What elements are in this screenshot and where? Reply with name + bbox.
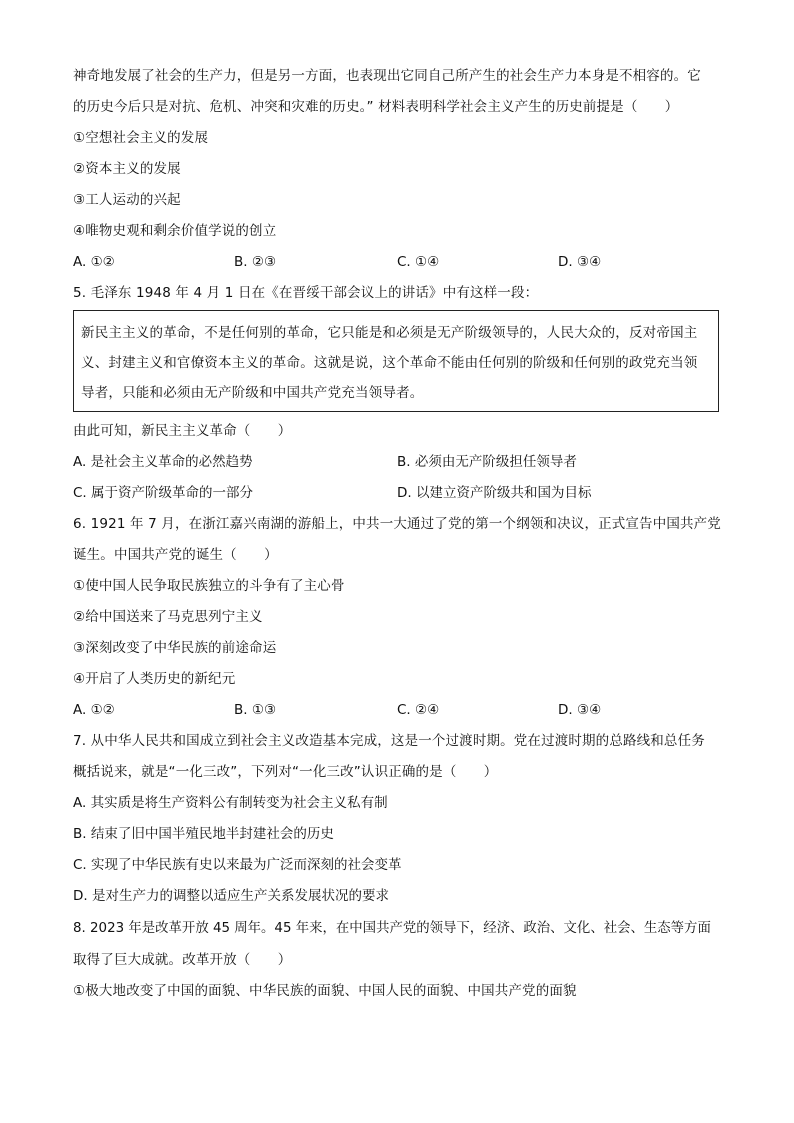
q7-stem-line-1: 7. 从中华人民共和国成立到社会主义改造基本完成，这是一个过渡时期。党在过渡时期的总路线和总任务 — [73, 733, 705, 749]
q5-option-d[interactable]: D. 以建立资产阶级共和国为目标 — [397, 485, 592, 501]
q4-stem-line-2: 的历史今后只是对抗、危机、冲突和灾难的历史。” 材料表明科学社会主义产生的历史前提是（ ） — [73, 99, 679, 115]
q4-option-b[interactable]: B. ②③ — [234, 254, 277, 270]
q8-stem-line-1: 8. 2023 年是改革开放 45 周年。45 年来，在中国共产党的领导下，经济、政治、文化、社会、生态等方面 — [73, 921, 711, 936]
q5-quote-box — [73, 310, 719, 412]
q6-item-1: ①使中国人民争取民族独立的斗争有了主心骨 — [73, 578, 345, 594]
q5-quote-line-2: 义、封建主义和官僚资本主义的革命。这就是说，这个革命不能由任何别的阶级和任何别的政党充当领 — [81, 355, 698, 371]
q4-item-1: ①空想社会主义的发展 — [73, 130, 209, 146]
q7-option-c[interactable]: C. 实现了中华民族有史以来最为广泛而深刻的社会变革 — [73, 857, 402, 873]
q4-stem-line-1: 神奇地发展了社会的生产力，但是另一方面，也表现出它同自己所产生的社会生产力本身是不相容的。它 — [73, 68, 701, 84]
q5-followup: 由此可知，新民主主义革命（ ） — [73, 423, 292, 439]
q7-option-b[interactable]: B. 结束了旧中国半殖民地半封建社会的历史 — [73, 826, 334, 842]
q4-item-3: ③工人运动的兴起 — [73, 192, 181, 208]
q5-quote-line-3: 导者，只能和必须由无产阶级和中国共产党充当领导者。 — [81, 385, 424, 401]
q5-option-c[interactable]: C. 属于资产阶级革命的一部分 — [73, 485, 254, 501]
q5-stem: 5. 毛泽东 1948 年 4 月 1 日在《在晋绥干部会议上的讲话》中有这样一段： — [73, 285, 539, 301]
q7-stem-line-2: 概括说来，就是“一化三改”，下列对“一化三改”认识正确的是（ ） — [73, 764, 498, 780]
q6-option-d[interactable]: D. ③④ — [558, 702, 602, 718]
q4-option-d[interactable]: D. ③④ — [558, 254, 602, 270]
q7-option-a[interactable]: A. 其实质是将生产资料公有制转变为社会主义私有制 — [73, 795, 388, 811]
q6-option-b[interactable]: B. ①③ — [234, 702, 277, 718]
q6-option-a[interactable]: A. ①② — [73, 702, 115, 718]
q6-item-3: ③深刻改变了中华民族的前途命运 — [73, 640, 277, 656]
q4-item-4: ④唯物史观和剩余价值学说的创立 — [73, 223, 277, 239]
q7-option-d[interactable]: D. 是对生产力的调整以适应生产关系发展状况的要求 — [73, 888, 389, 904]
q6-stem-line-1: 6. 1921 年 7 月，在浙江嘉兴南湖的游船上，中共一大通过了党的第一个纲领和决议，正式宣告中国共产党 — [73, 516, 721, 532]
q6-stem-line-2: 诞生。中国共产党的诞生（ ） — [73, 547, 278, 563]
q4-option-a[interactable]: A. ①② — [73, 254, 115, 270]
q6-item-4: ④开启了人类历史的新纪元 — [73, 671, 236, 687]
q4-option-c[interactable]: C. ①④ — [397, 254, 440, 270]
q8-stem-line-2: 取得了巨大成就。改革开放（ ） — [73, 952, 292, 968]
q5-option-b[interactable]: B. 必须由无产阶级担任领导者 — [397, 454, 577, 470]
q5-option-a[interactable]: A. 是社会主义革命的必然趋势 — [73, 454, 253, 470]
q8-item-1: ①极大地改变了中国的面貌、中华民族的面貌、中国人民的面貌、中国共产党的面貌 — [73, 983, 577, 999]
q4-item-2: ②资本主义的发展 — [73, 161, 181, 177]
q5-quote-line-1: 新民主主义的革命，不是任何别的革命，它只能是和必须是无产阶级领导的，人民大众的，反对帝国主 — [81, 325, 698, 341]
q6-item-2: ②给中国送来了马克思列宁主义 — [73, 609, 263, 625]
q6-option-c[interactable]: C. ②④ — [397, 702, 440, 718]
